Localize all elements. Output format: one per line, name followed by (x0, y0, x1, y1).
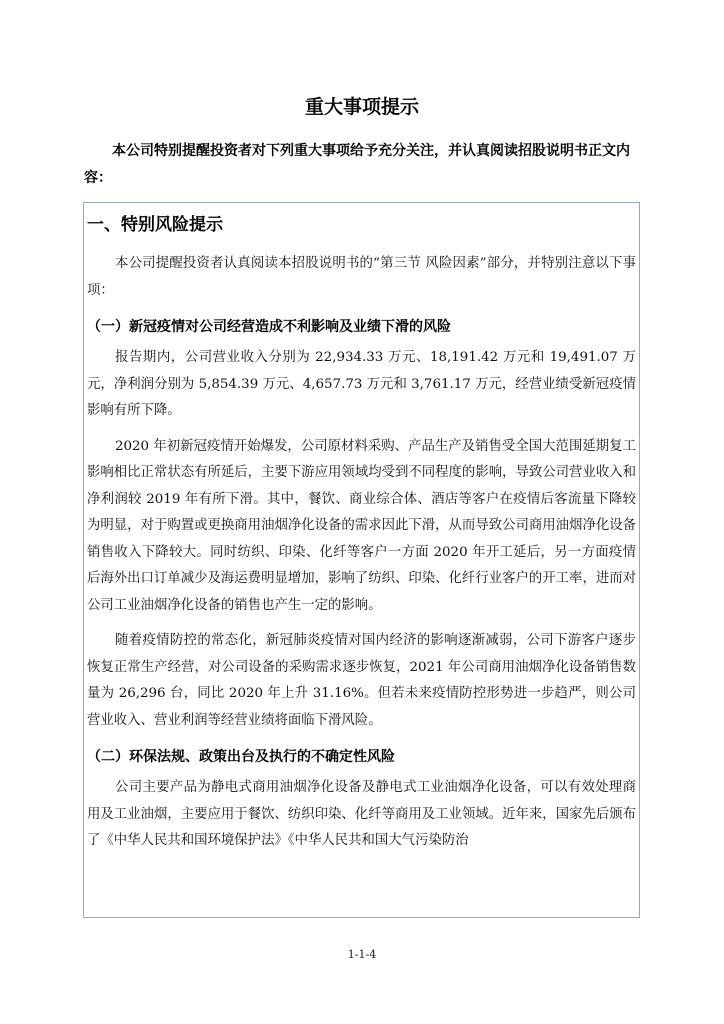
special-risk-box (83, 202, 640, 918)
subsection-heading-covid: （一）新冠疫情对公司经营造成不利影响及业绩下滑的风险 (87, 319, 451, 335)
subsection-heading-regulation: （二）环保法规、政策出台及执行的不确定性风险 (87, 749, 395, 765)
covid-paragraph-3: 随着疫情防控的常态化，新冠肺炎疫情对国内经济的影响逐渐减弱，公司下游客户逐步恢复正常生产经营，对公司设备的采购需求逐步恢复，2021 年公司商用油烟净化设备销售数量为 26,296 台，同比 2020 年上升 31.16%。但若未来疫情防控形势进一步趋严，则公司营业收入、营业利润等经营业绩将面临下滑风险。 (87, 633, 636, 728)
section-intro-paragraph: 本公司提醒投资者认真阅读本招股说明书的“第三节 风险因素”部分，并特别注意以下事项： (87, 256, 636, 298)
regulation-paragraph-1: 公司主要产品为静电式商用油烟净化设备及静电式工业油烟净化设备，可以有效处理商用及工业油烟，主要应用于餐饮、纺织印染、化纤等商用及工业领域。近年来，国家先后颁布了《中华人民共和国环境保护法》《中华人民共和国大气污染防治 (87, 780, 637, 848)
page-number: 1-1-4 (347, 948, 377, 961)
section-heading: 一、特别风险提示 (87, 215, 223, 235)
page-title: 重大事项提示 (304, 96, 419, 118)
covid-paragraph-1: 报告期内，公司营业收入分别为 22,934.33 万元、18,191.42 万元和 19,491.07 万元，净利润分别为 5,854.39 万元、4,657.73 万元和 3,761.17 万元，经营业绩受新冠疫情影响有所下降。 (87, 350, 636, 418)
covid-paragraph-2: 2020 年初新冠疫情开始爆发，公司原材料采购、产品生产及销售受全国大范围延期复工影响相比正常状态有所延后，主要下游应用领域均受到不同程度的影响，导致公司营业收入和净利润较 2019 年有所下滑。其中，餐饮、商业综合体、酒店等客户在疫情后客流量下降较为明显，对于购置或更换商用油烟净化设备的需求因此下滑，从而导致公司商用油烟净化设备销售收入下降较大。同时纺织、印染、化纤等客户一方面 2020 年开工延后，另一方面疫情后海外出口订单减少及海运费明显增加，影响了纺织、印染、化纤行业客户的开工率，进而对公司工业油烟净化设备的销售也产生一定的影响。 (87, 438, 637, 613)
intro-paragraph: 本公司特别提醒投资者对下列重大事项给予充分关注，并认真阅读招股说明书正文内容： (84, 143, 630, 186)
